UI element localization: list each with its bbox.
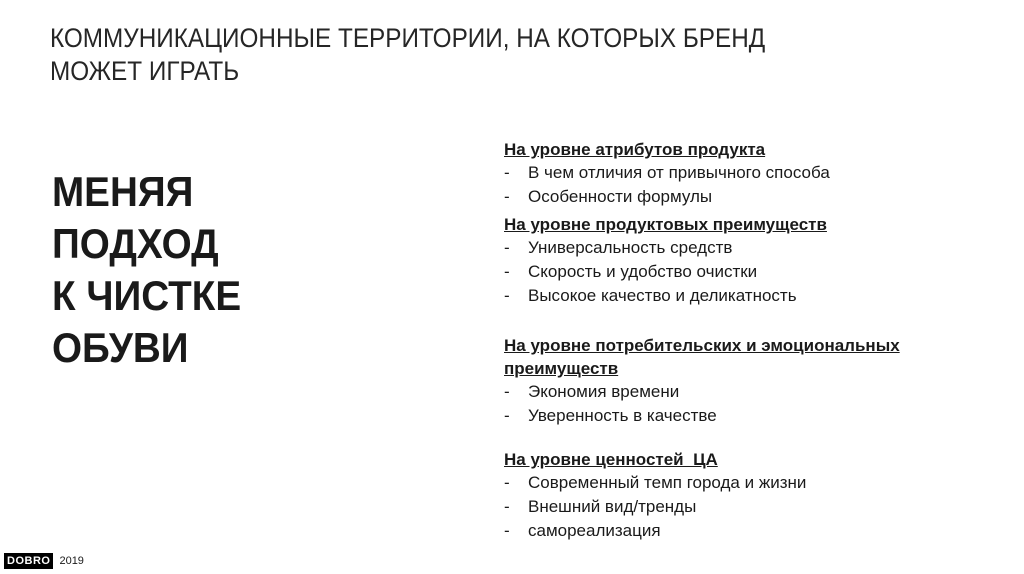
section-heading: На уровне ценностей ЦА — [504, 450, 718, 469]
list-item-text: самореализация — [528, 521, 661, 540]
bullet-dash: - — [504, 262, 510, 281]
section-heading-line-2: преимуществ — [504, 359, 619, 378]
bullet-dash: - — [504, 286, 510, 305]
bullet-dash: - — [504, 187, 510, 206]
section-consumer-emotional-benefits — [504, 334, 1004, 428]
section-heading-line-1: На уровне потребительских и эмоциональных — [504, 336, 900, 355]
list-item — [504, 471, 1004, 495]
list-item-text: Внешний вид/тренды — [528, 497, 697, 516]
section-product-attributes — [504, 138, 1004, 209]
section-heading: На уровне атрибутов продукта — [504, 140, 766, 159]
section-audience-values — [504, 448, 1004, 543]
footer-year: 2019 — [59, 555, 84, 567]
list-item-text: Скорость и удобство очистки — [528, 262, 758, 281]
list-item — [504, 161, 1004, 185]
bullet-dash: - — [504, 473, 510, 492]
slide-title-line-2: МОЖЕТ ИГРАТЬ — [50, 56, 240, 86]
list-item-text: Экономия времени — [528, 382, 680, 401]
bullet-list — [504, 236, 1004, 308]
headline-line-2: ПОДХОД — [52, 220, 219, 267]
list-item-text: Современный темп города и жизни — [528, 473, 807, 492]
bullet-dash: - — [504, 406, 510, 425]
territories-list — [504, 138, 1004, 543]
list-item — [504, 284, 1004, 308]
section-heading: На уровне продуктовых преимуществ — [504, 215, 827, 234]
bullet-dash: - — [504, 497, 510, 516]
list-item — [504, 380, 1004, 404]
bullet-dash: - — [504, 382, 510, 401]
bullet-dash: - — [504, 238, 510, 257]
bullet-dash: - — [504, 163, 510, 182]
bullet-list — [504, 471, 1004, 543]
list-item-text: Особенности формулы — [528, 187, 713, 206]
bullet-dash: - — [504, 521, 510, 540]
headline-line-3: К ЧИСТКЕ — [52, 272, 242, 319]
list-item — [504, 404, 1004, 428]
footer — [4, 552, 84, 570]
brand-logo: DOBRO — [4, 553, 53, 569]
list-item-text: Универсальность средств — [528, 238, 733, 257]
bullet-list — [504, 161, 1004, 209]
list-item — [504, 236, 1004, 260]
headline-line-4: ОБУВИ — [52, 324, 189, 371]
section-product-benefits — [504, 213, 1004, 308]
bullet-list — [504, 380, 1004, 428]
list-item-text: Высокое качество и деликатность — [528, 286, 797, 305]
list-item — [504, 185, 1004, 209]
slide-title-line-1: КОММУНИКАЦИОННЫЕ ТЕРРИТОРИИ, НА КОТОРЫХ БРЕНД — [50, 23, 766, 53]
headline — [52, 166, 241, 374]
list-item-text: Уверенность в качестве — [528, 406, 717, 425]
list-item — [504, 260, 1004, 284]
slide-title — [50, 22, 842, 88]
list-item — [504, 519, 1004, 543]
list-item-text: В чем отличия от привычного способа — [528, 163, 830, 182]
headline-line-1: МЕНЯЯ — [52, 168, 194, 215]
list-item — [504, 495, 1004, 519]
